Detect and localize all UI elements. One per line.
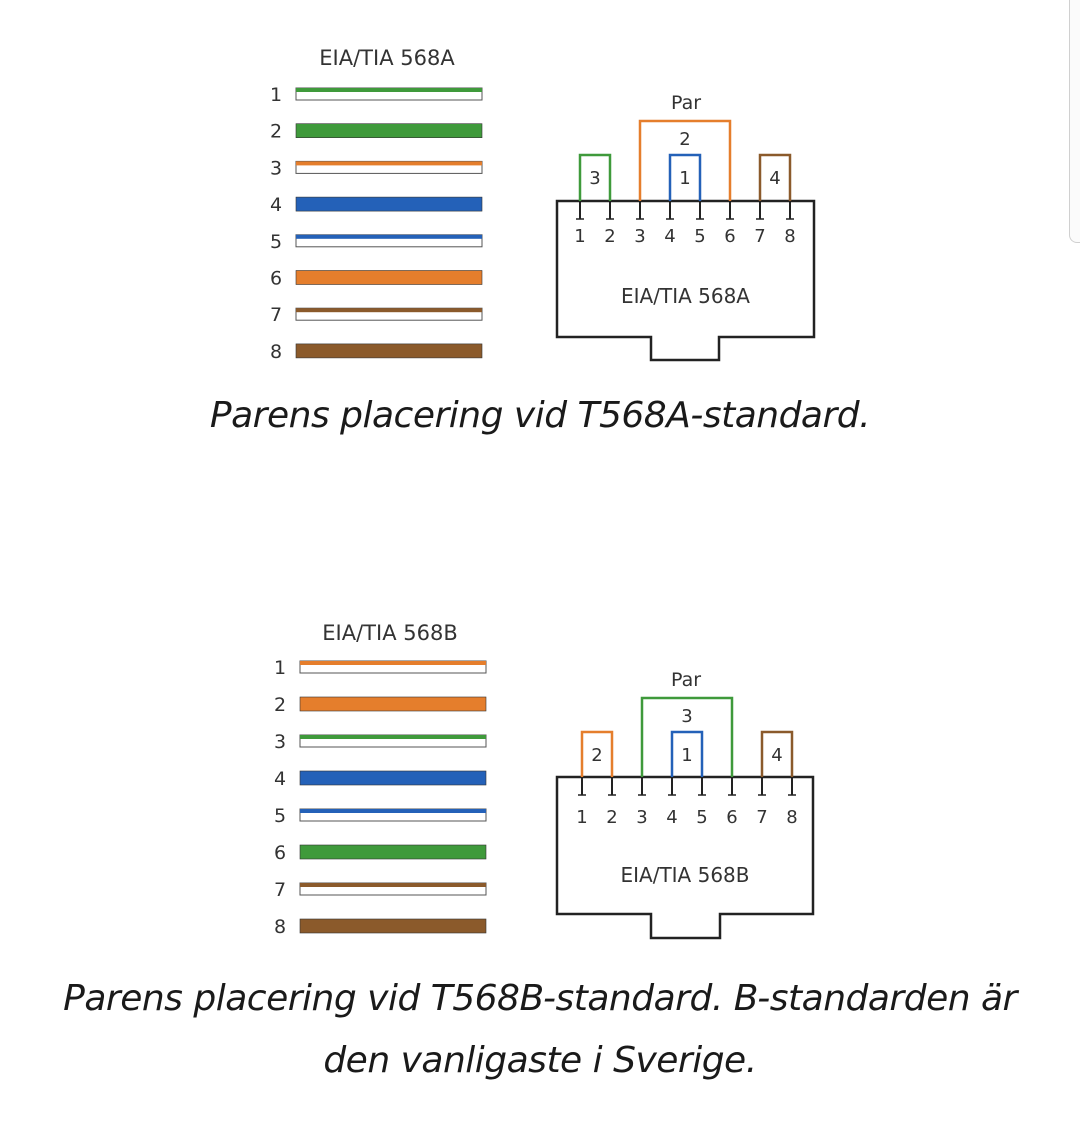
wire-solid [300, 771, 486, 785]
caption-568b-line-2: den vanligaste i Sverige. [323, 1040, 757, 1081]
pin-number: 2 [604, 226, 616, 247]
pair-heading: Par [670, 92, 702, 114]
wire-number: 1 [269, 84, 283, 106]
connector-outline [557, 201, 814, 360]
pair-label: 2 [679, 129, 691, 150]
pin-number: 6 [726, 807, 738, 828]
pair-label: 1 [681, 745, 693, 766]
wire-list-title: EIA/TIA 568B [322, 621, 458, 645]
wire-number: 6 [269, 267, 283, 290]
wire-stripe [296, 161, 482, 165]
connector-outline [557, 777, 813, 938]
pair-label: 2 [591, 745, 603, 766]
pin-number: 5 [694, 226, 706, 247]
pin-number: 3 [636, 807, 648, 828]
wire-stripe [296, 88, 482, 92]
wire-number: 7 [273, 879, 287, 901]
pair-label: 4 [769, 168, 781, 189]
caption-568b [0, 968, 1080, 1092]
wire-stripe [300, 661, 486, 665]
pin-number: 3 [634, 226, 646, 247]
caption-568b-line-1: Parens placering vid T568B-standard. B-standarden är [63, 978, 1017, 1019]
pair-label: 4 [771, 745, 783, 766]
wire-number: 3 [273, 731, 287, 753]
wire-solid [296, 271, 482, 285]
wire-solid [296, 124, 482, 138]
wire-number: 3 [269, 157, 283, 180]
pair-heading: Par [670, 669, 702, 691]
wire-number: 6 [273, 842, 287, 864]
wire-stripe [296, 235, 482, 239]
wire-solid [300, 845, 486, 859]
wire-number: 1 [273, 657, 287, 679]
connector-label: EIA/TIA 568B [620, 863, 750, 887]
wire-solid [300, 919, 486, 933]
wire-number: 2 [273, 694, 287, 716]
wire-stripe [300, 809, 486, 813]
wire-stripe [300, 735, 486, 739]
pin-number: 1 [576, 807, 588, 828]
wire-number: 8 [273, 916, 287, 938]
wire-number: 4 [269, 194, 283, 217]
wire-number: 5 [273, 805, 287, 827]
wire-number: 4 [273, 768, 287, 790]
diagram-a [270, 46, 814, 363]
pin-number: 5 [696, 807, 708, 828]
pin-number: 4 [666, 807, 678, 828]
caption-568a: Parens placering vid T568A-standard. [209, 395, 871, 436]
pin-number: 1 [574, 226, 586, 247]
wire-solid [296, 197, 482, 211]
wire-number: 5 [269, 230, 283, 253]
wire-number: 2 [269, 120, 283, 143]
wire-stripe [296, 308, 482, 312]
pin-number: 7 [754, 226, 766, 247]
connector-label: EIA/TIA 568A [621, 284, 750, 308]
wire-number: 7 [269, 304, 283, 327]
wire-solid [300, 697, 486, 711]
pair-label: 3 [589, 168, 601, 189]
wire-solid [296, 344, 482, 358]
pin-number: 7 [756, 807, 768, 828]
wire-list-title: EIA/TIA 568A [319, 46, 455, 70]
pin-number: 6 [724, 226, 736, 247]
diagram-b [274, 621, 813, 938]
pair-label: 1 [679, 168, 691, 189]
pin-number: 2 [606, 807, 618, 828]
wire-stripe [300, 883, 486, 887]
pin-number: 4 [664, 226, 676, 247]
pin-number: 8 [786, 807, 798, 828]
pin-number: 8 [784, 226, 796, 247]
wire-number: 8 [269, 340, 283, 363]
pair-label: 3 [681, 706, 693, 727]
